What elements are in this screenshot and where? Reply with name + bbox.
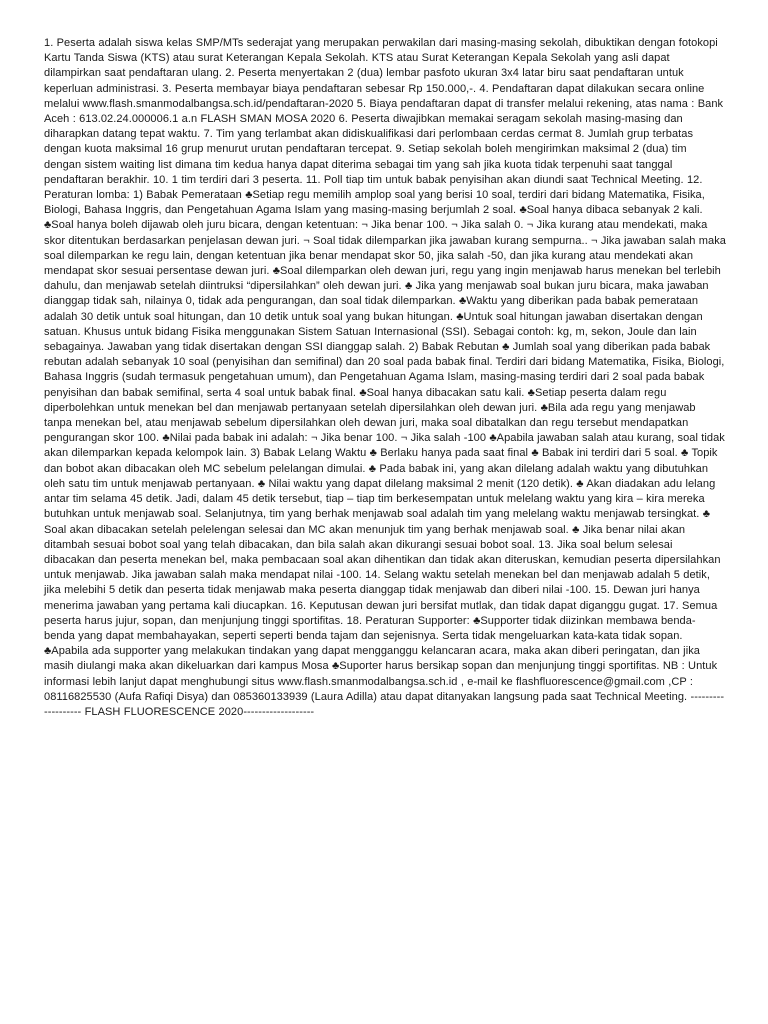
body-paragraph: 1. Peserta adalah siswa kelas SMP/MTs sederajat yang merupakan perwakilan dari masing-masing sekolah, dibuktikan dengan fotokopi Kartu Tanda Siswa (KTS) atau surat Keterangan Kepala Sekolah. KTS atau Surat Keterangan Kepala Sekolah yang asli dapat dilampirkan saat pendaftaran ulang. 2. Peserta menyertakan 2 (dua) lembar pasfoto ukuran 3x4 latar biru saat pendaftaran untuk keperluan administrasi. 3. Peserta membayar biaya pendaftaran sebesar Rp 150.000,-. 4. Pendaftaran dapat dilakukan secara online melalui www.flash.smanmodalbangsa.sch.id/pendaftaran-2020 5. Biaya pendaftaran dapat di transfer melalui rekening, atas nama : Bank Aceh : 613.02.24.000006.1 a.n FLASH SMAN MOSA 2020 6. Peserta diwajibkan memakai seragam sekolah masing-masing dan diharapkan datang tepat waktu. 7. Tim yang terlambat akan didiskualifikasi dari perlombaan cerdas cermat 8. Jumlah grup terbatas dengan kuota maksimal 16 grup menurut urutan pendaftaran tercepat. 9. Setiap sekolah boleh mengirimkan maksimal 2 (dua) tim dengan sistem waiting list dimana tim kedua hanya dapat diterima sebagai tim yang sah jika kuota tidak terpenuhi saat tanggal pendaftaran berakhir. 10. 1 tim terdiri dari 3 peserta. 11. Poll tiap tim untuk babak penyisihan akan diundi saat Technical Meeting. 12. Peraturan lomba: 1) Babak Pemerataan ♣Setiap regu memilih amplop soal yang berisi 10 soal, terdiri dari bidang Matematika, Fisika, Biologi, Bahasa Inggris, dan Pengetahuan Agama Islam yang masing-masing berjumlah 2 soal. ♣Soal hanya dibaca sebanyak 2 kali. ♣Soal hanya boleh dijawab oleh juru bicara, dengan ketentuan: ¬ Jika benar 100. ¬ Jika salah 0. ¬ Jika kurang atau mendekati, maka skor ditentukan berdasarkan penjelasan dewan juri. ¬ Soal tidak dilemparkan jika jawaban kurang sempurna.. ¬ Jika jawaban salah maka soal dilemparkan ke regu lain, dengan ketentuan jika benar mendapat skor 50, jika salah -50, dan jika kurang atau mendekati akan mendapat skor sesuai persentase dewan juri. ♣Soal dilemparkan oleh dewan juri, regu yang ingin menjawab harus menekan bel terlebih dahulu, dan menjawab setelah diintruksi “dipersilahkan” oleh dewan juri. ♣ Jika yang menjawab soal bukan juru bicara, maka jawaban dianggap tidak sah, nilainya 0, tidak ada pengurangan, dan soal tidak dilemparkan. ♣Waktu yang diberikan pada babak pemerataan adalah 30 detik untuk soal hitungan, dan 10 detik untuk soal yang bukan hitungan. ♣Untuk soal hitungan jawaban disertakan dengan satuan. Khusus untuk bidang Fisika menggunakan Sistem Satuan Internasional (SSI). Sebagai contoh: kg, m, sekon, Joule dan lain sebagainya. Jawaban yang tidak disertakan dengan SSI dianggap salah. 2) Babak Rebutan ♣ Jumlah soal yang diberikan pada babak rebutan adalah sebanyak 10 soal (penyisihan dan semifinal) dan 20 soal pada babak final. Terdiri dari bidang Matematika, Fisika, Biologi, Bahasa Inggris (sudah termasuk pengetahuan umum), dan Pengetahuan Agama Islam, masing-masing terdiri dari 2 soal pada babak penyisihan dan babak semifinal, serta 4 soal untuk babak final. ♣Soal hanya dibacakan satu kali. ♣Setiap peserta dalam regu diperbolehkan untuk menekan bel dan menjawab pertanyaan setelah dipersilahkan oleh dewan juri. ♣Bila ada regu yang menjawab tanpa menekan bel, atau menjawab sebelum dipersilahkan oleh dewan juri, maka soal dibatalkan dan regu tersebut mendapatkan pengurangan skor 100. ♣Nilai pada babak ini adalah: ¬ Jika benar 100. ¬ Jika salah -100 ♣Apabila jawaban salah atau kurang, soal tidak akan dilemparkan kepada kelompok lain. 3) Babak Lelang Waktu ♣ Berlaku hanya pada saat final ♣ Babak ini terdiri dari 5 soal. ♣ Topik dan bobot akan dibacakan oleh MC sebelum pelelangan dimulai. ♣ Pada babak ini, yang akan dilelang adalah waktu yang dibutuhkan oleh satu tim untuk menjawab pertanyaan. ♣ Nilai waktu yang dapat dilelang maksimal 2 menit (120 detik). ♣ Akan diadakan adu lelang antar tim selama 45 detik. Jadi, dalam 45 detik tersebut, tiap – tiap tim berkesempatan untuk melelang waktu yang kira – kira mereka butuhkan untuk menjawab soal. Selanjutnya, tim yang berhak menjawab soal adalah tim yang melelang waktu menjawab tersingkat. ♣ Soal akan dibacakan setelah pelelengan selesai dan MC akan menunjuk tim yang berhak menjawab soal. ♣ Jika benar nilai akan ditambah sesuai bobot soal yang telah dibacakan, dan bila salah akan dikurangi sesuai bobot soal. 13. Jika soal belum selesai dibacakan dan peserta menekan bel, maka pembacaan soal akan dihentikan dan tidak akan diteruskan, kemudian peserta dipersilahkan untuk menjawab. Jika jawaban salah maka mendapat nilai -100. 14. Selang waktu setelah menekan bel dan menjawab adalah 5 detik, jika melebihi 5 detik dan peserta tidak menjawab maka peserta dianggap tidak menjawab dan diberi nilai -100. 15. Dewan juri hanya menerima jawaban yang pertama kali diucapkan. 16. Keputusan dewan juri bersifat mutlak, dan tidak dapat diganggu gugat. 17. Semua peserta harus jujur, sopan, dan menjunjung tinggi sportifitas. 18. Peraturan Supporter: ♣Supporter tidak diizinkan membawa benda-benda yang dapat membahayakan, seperti seperti benda tajam dan sejenisnya. Serta tidak mengeluarkan kata-kata tidak sopan. ♣Apabila ada supporter yang melakukan tindakan yang dapat mengganggu kelancaran acara, maka akan diberi peringatan, dan jika masih diulangi maka akan dikeluarkan dari kampus Mosa ♣Suporter harus bersikap sopan dan menjunjung tinggi sportifitas. NB : Untuk informasi lebih lanjut dapat menghubungi situs www.flash.smanmodalbangsa.sch.id , e-mail ke flashfluorescence@gmail.com ,CP : 08116825530 (Aufa Rafiqi Disya) dan 085360133939 (Laura Adilla) atau dapat ditanyakan langsung pada saat Technical Meeting. ------------------- FLASH FLUORESCENCE 2020-------------------	[44, 37, 726, 718]
document-page	[44, 36, 726, 720]
